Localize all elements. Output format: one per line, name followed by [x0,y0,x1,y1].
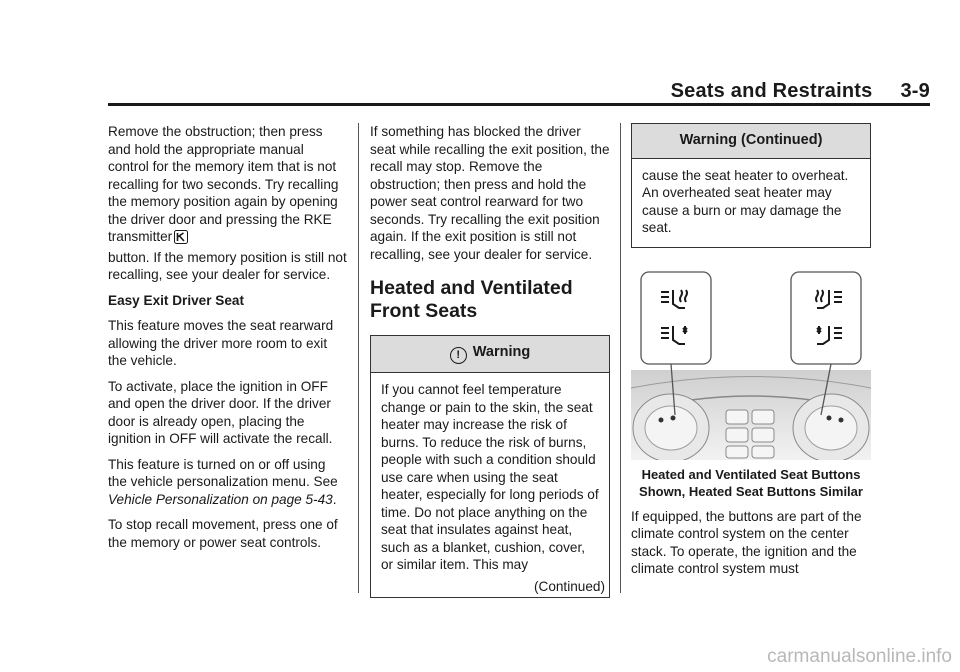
cross-reference-link[interactable]: Vehicle Personalization on page 5-43 [108,491,333,507]
watermark: carmanualsonline.info [767,646,952,667]
header-rule [108,103,930,106]
warning-text: If you cannot feel temperature change or pain to the skin, the seat heater may increase the risk of burns. To reduce the risk of burns, people with such a condition should use care when using the seat heater, especially for long periods of time. Do not place anything on the seat that insulates against heat, such as a blanket, cushion, cover, or similar item. This may [381,382,599,572]
rke-lock-icon [174,230,188,249]
paragraph: To activate, place the ignition in OFF and open the driver door. If the driver door is already open, placing the ignition in OFF will activate the recall. [108,378,333,446]
column-3 [631,123,871,586]
section-heading: Heated and Ventilated Front Seats [370,277,573,322]
paragraph: If something has blocked the driver seat while recalling the exit position, the recall may stop. Remove the obstruction; then press and hold the power seat control rearward for two seconds. Try recalling the exit position again. If the exit position is still not recalling, see your dealer for service. [370,124,610,262]
paragraph [108,123,348,284]
paragraph: This feature moves the seat rearward allowing the driver more room to exit the vehicle. [108,318,334,368]
warning-box [370,335,610,598]
warning-icon: ! [450,347,467,364]
section-title [671,80,930,103]
section-name: Seats and Restraints [670,80,873,102]
warning-header: Warning (Continued) [632,124,870,159]
warning-box-continued [631,123,871,248]
paragraph: If equipped, the buttons are part of the climate control system on the center stack. To operate, the ignition and the climate control system must [631,508,862,576]
warning-body [632,159,870,247]
seat-buttons-illustration [631,270,871,460]
page-number: 3-9 [900,80,930,102]
column-divider [620,123,621,593]
column-divider [358,123,359,593]
warning-text: cause the seat heater to overheat. An overheated seat heater may cause a burn or may damage the seat. [642,167,849,235]
subheading: Easy Exit Driver Seat [108,292,245,308]
column-2 [370,123,610,598]
paragraph-text: This feature is turned on or off using the vehicle personalization menu. See [108,456,338,489]
warning-title: Warning [472,344,531,360]
continued-label: (Continued) [533,578,605,594]
paragraph [108,456,348,509]
paragraph-text: Remove the obstruction; then press and hold the appropriate manual control for the memory item that is not recalling for two seconds. Try recalling the memory position again by opening the driver door and pressing the RKE transmitter [108,124,339,244]
figure-caption: Heated and Ventilated Seat Buttons Shown, Heated Seat Buttons Similar [639,466,863,499]
warning-body [371,373,609,578]
column-1 [108,123,348,559]
warning-header [371,336,609,373]
paragraph-text: button. If the memory position is still not recalling, see your dealer for service. [108,249,347,282]
paragraph: To stop recall movement, press one of the memory or power seat controls. [108,517,338,550]
paragraph-text: . [332,491,337,507]
